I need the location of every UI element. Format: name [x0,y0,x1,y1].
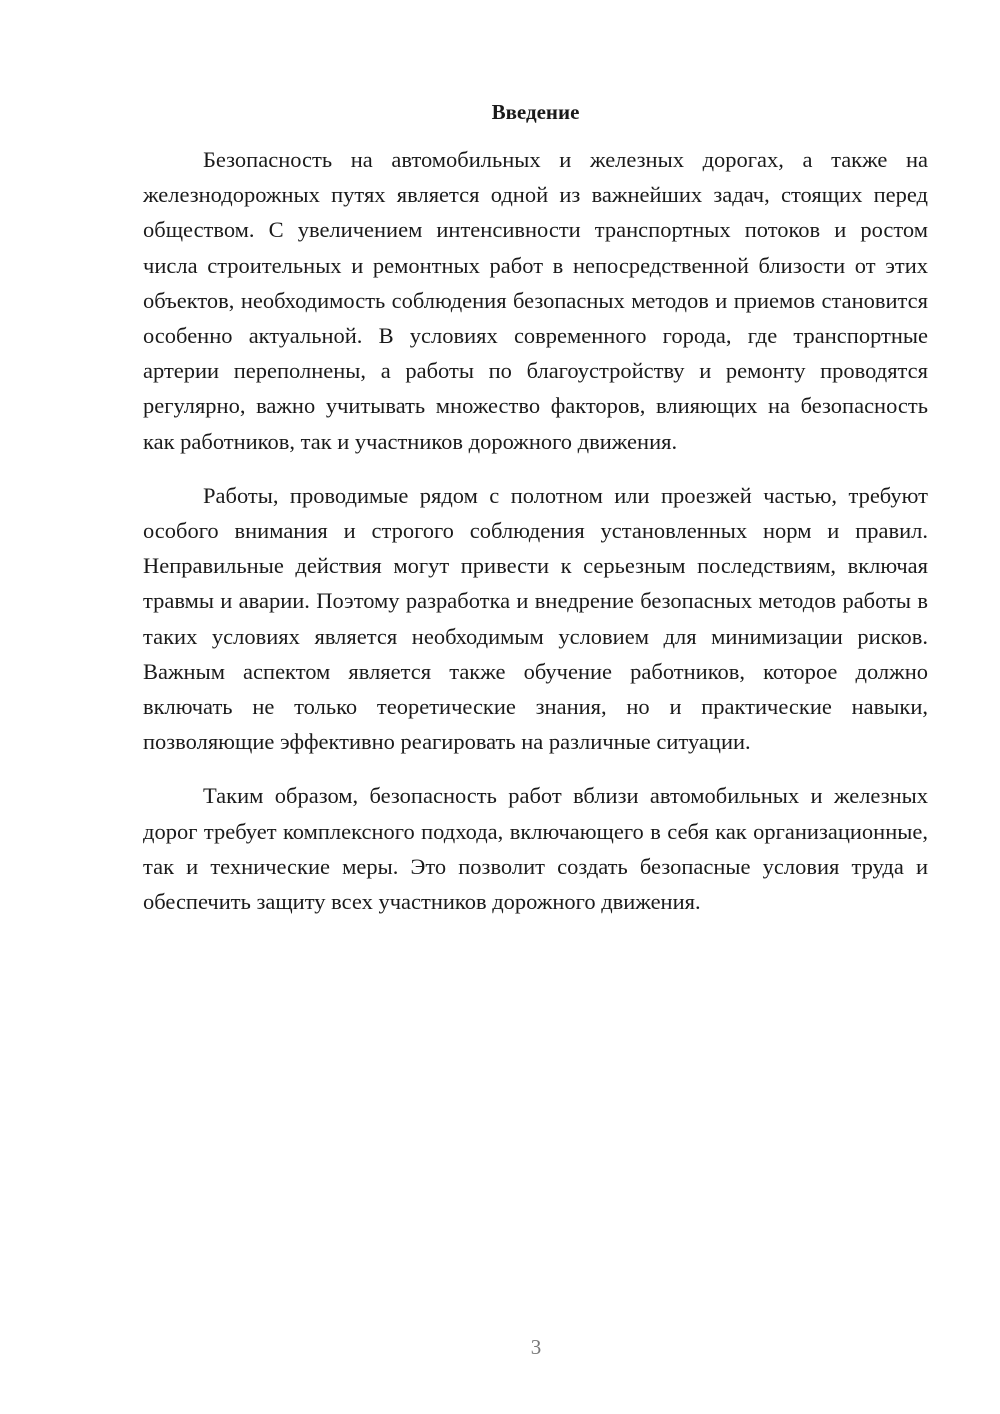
paragraph-1: Безопасность на автомобильных и железных дорогах, а также на железнодорожных путях является одной из важнейших задач, стоящих перед обществом. С увеличением интенсивности транспортных потоков и ростом числа строительных и ремонтных работ в непосредственной близости от этих объектов, необходимость соблюдения безопасных методов и приемов становится особенно актуальной. В условиях современного города, где транспортные артерии переполнены, а работы по благоустройству и ремонту проводятся регулярно, важно учитывать множество факторов, влияющих на безопасность как работников, так и участников дорожного движения. [143,147,928,454]
page-number: 3 [530,1335,542,1359]
paragraph-2: Работы, проводимые рядом с полотном или проезжей частью, требуют особого внимания и строгого соблюдения установленных норм и правил. Неправильные действия могут привести к серьезным последствиям, включая травмы и аварии. Поэтому разработка и внедрение безопасных методов работы в таких условиях является необходимым условием для минимизации рисков. Важным аспектом является также обучение работников, которое должно включать не только теоретические знания, но и практические навыки, позволяющие эффективно реагировать на различные ситуации. [143,482,928,755]
paragraph-3: Таким образом, безопасность работ вблизи автомобильных и железных дорог требует комплексного подхода, включающего в себя как организационные, так и технические меры. Это позволит создать безопасные условия труда и обеспечить защиту всех участников дорожного движения. [143,783,928,915]
document-body [143,142,928,938]
page-title: Введение [491,100,580,124]
